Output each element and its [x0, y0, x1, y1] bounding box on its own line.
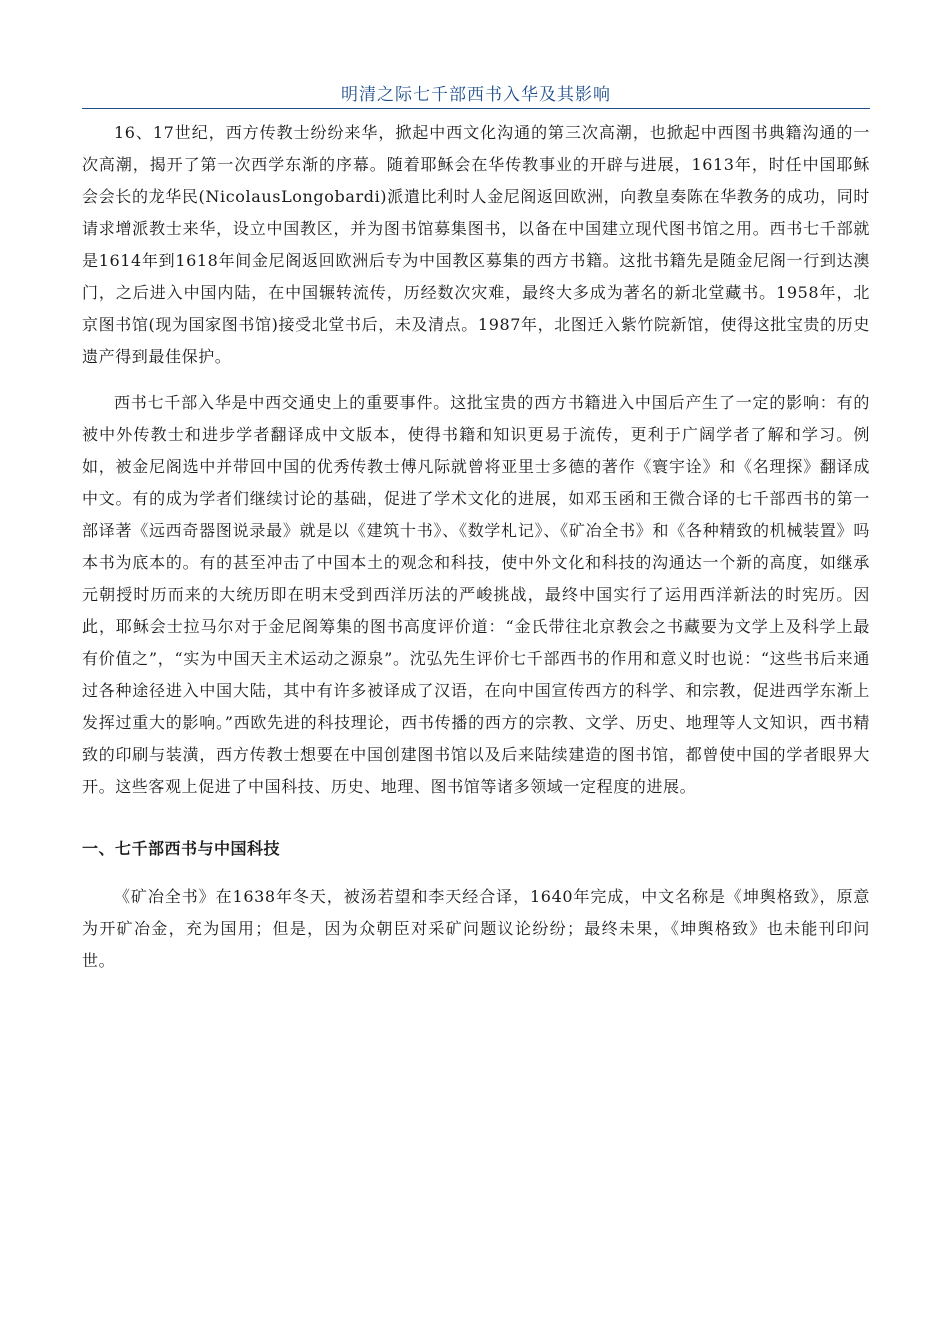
body-paragraph-2: 西书七千部入华是中西交通史上的重要事件。这批宝贵的西方书籍进入中国后产生了一定的影响：有的被中外传教士和进步学者翻译成中文版本，使得书籍和知识更易于流传，更利于广阔学者了解和学习。例如，被金尼阁选中并带回中国的优秀传教士傅凡际就曾将亚里士多德的著作《寰宇诠》和《名理探》翻译成中文。有的成为学者们继续讨论的基础，促进了学术文化的进展，如邓玉函和王微合译的七千部西书的第一部译著《远西奇器图说录最》就是以《建筑十书》、《数学札记》、《矿冶全书》和《各种精致的机械装置》吗本书为底本的。有的甚至冲击了中国本土的观念和科技，使中外文化和科技的沟通达一个新的高度，如继承元朝授时历而来的大统历即在明末受到西洋历法的严峻挑战，最终中国实行了运用西洋新法的时宪历。因此，耶稣会士拉马尔对于金尼阁筹集的图书高度评价道：“金氏带往北京教会之书藏要为文学上及科学上最有价值之”，“实为中国天主术运动之源泉”。沈弘先生评价七千部西书的作用和意义时也说：“这些书后来通过各种途径进入中国大陆，其中有许多被译成了汉语，在向中国宣传西方的科学、和宗教，促进西学东渐上发挥过重大的影响。”西欧先进的科技理论，西书传播的西方的宗教、文学、历史、地理等人文知识，西书精致的印刷与装潢，西方传教士想要在中国创建图书馆以及后来陆续建造的图书馆，都曾使中国的学者眼界大开。这些客观上促进了中国科技、历史、地理、图书馆等诸多领域一定程度的进展。	[82, 393, 870, 796]
body-paragraph-1: 16、17世纪，西方传教士纷纷来华，掀起中西文化沟通的第三次高潮，也掀起中西图书典籍沟通的一次高潮，揭开了第一次西学东渐的序幕。随着耶稣会在华传教事业的开辟与进展，1613年，时任中国耶稣会会长的龙华民(NicolausLongobardi)派遣比利时人金尼阁返回欧洲，向教皇奏陈在华教务的成功，同时请求增派教士来华，设立中国教区，并为图书馆募集图书，以备在中国建立现代图书馆之用。西书七千部就是1614年到1618年间金尼阁返回欧洲后专为中国教区募集的西方书籍。这批书籍先是随金尼阁一行到达澳门，之后进入中国内陆，在中国辗转流传，历经数次灾难，最终大多成为著名的新北堂藏书。1958年，北京图书馆(现为国家图书馆)接受北堂书后，未及清点。1987年，北图迁入紫竹院新馆，使得这批宝贵的历史遗产得到最佳保护。	[82, 123, 870, 366]
document-page	[82, 0, 870, 977]
section-heading: 一、七千部西书与中国科技	[82, 839, 281, 858]
header-rule	[82, 108, 870, 109]
document-body	[82, 117, 870, 977]
running-header-title: 明清之际七千部西书入华及其影响	[341, 85, 611, 105]
section-paragraph: 《矿冶全书》在1638年冬天，被汤若望和李天经合译，1640年完成，中文名称是《坤舆格致》，原意为开矿冶金，充为国用；但是，因为众朝臣对采矿问题议论纷纷；最终未果，《坤舆格致》也未能刊印问世。	[82, 887, 870, 970]
